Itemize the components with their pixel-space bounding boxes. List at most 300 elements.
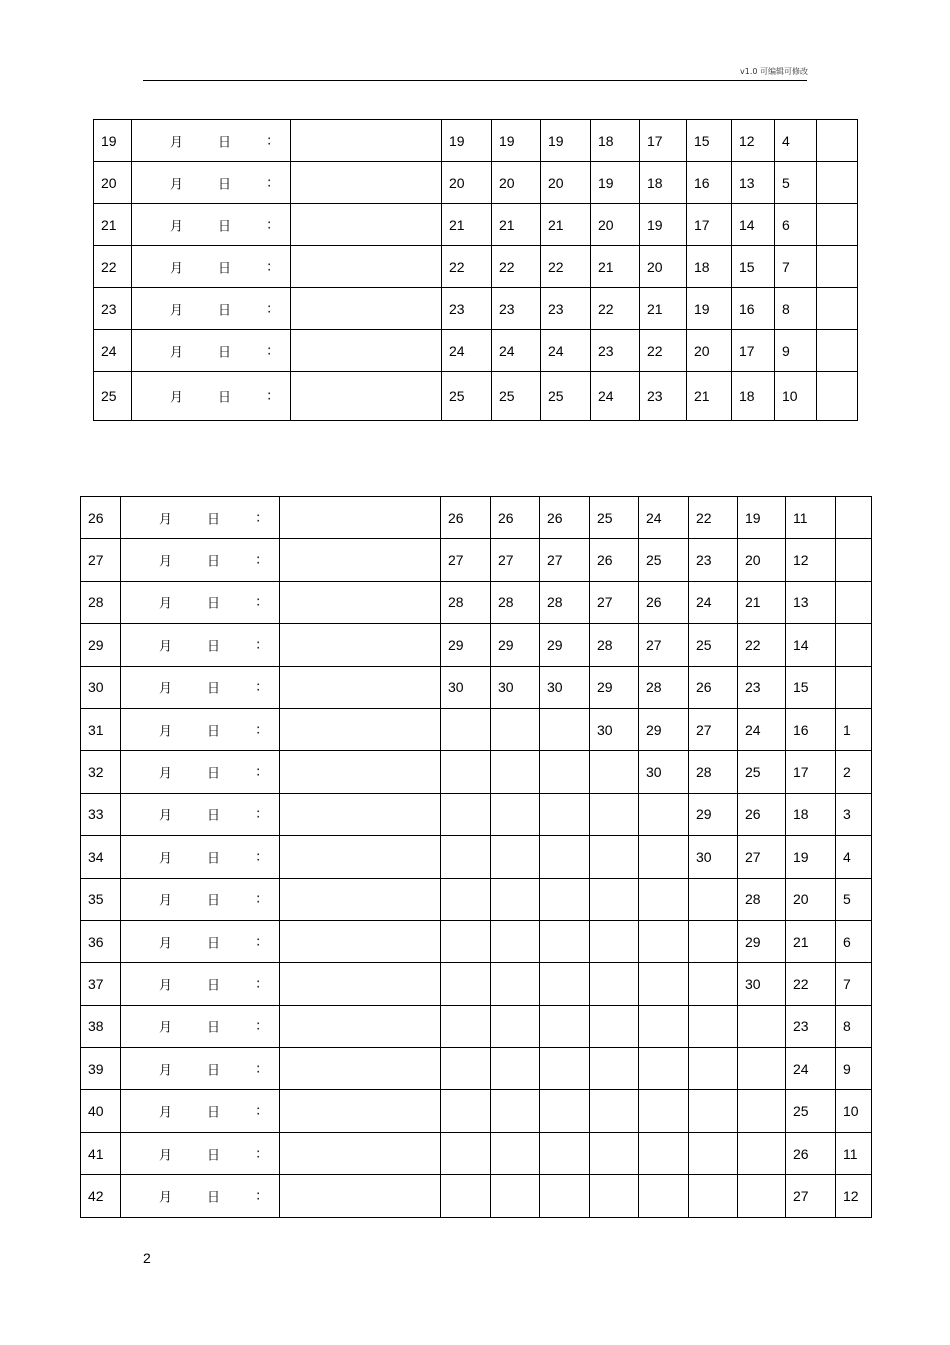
month-label: 月 (159, 596, 173, 612)
row-number-cell: 29 (81, 624, 121, 666)
month-label: 月 (159, 766, 173, 782)
value-cell (639, 1175, 689, 1217)
value-cell (689, 1132, 738, 1174)
entry-cell (280, 1005, 441, 1047)
row-number-cell: 28 (81, 581, 121, 623)
table-row (81, 793, 872, 835)
value-cell: 22 (591, 288, 640, 330)
date-cell (121, 581, 280, 623)
entry-cell (280, 708, 441, 750)
value-cell (689, 1175, 738, 1217)
month-label: 月 (159, 893, 173, 909)
value-cell: 26 (491, 497, 540, 539)
value-cell (639, 1048, 689, 1090)
header-rule (143, 80, 807, 81)
table-row (81, 1005, 872, 1047)
value-cell (817, 330, 858, 372)
table-row (94, 330, 858, 372)
value-cell: 26 (786, 1132, 836, 1174)
entry-cell (280, 539, 441, 581)
value-cell (590, 836, 639, 878)
value-cell (817, 204, 858, 246)
value-cell: 12 (836, 1175, 872, 1217)
entry-cell (291, 162, 442, 204)
day-label: 日 (207, 512, 221, 528)
table-row (81, 1090, 872, 1132)
value-cell: 25 (738, 751, 786, 793)
table-row (81, 1048, 872, 1090)
value-cell (689, 920, 738, 962)
value-cell (491, 836, 540, 878)
value-cell: 17 (786, 751, 836, 793)
row-number-cell: 23 (94, 288, 132, 330)
value-cell: 30 (441, 666, 491, 708)
value-cell: 11 (836, 1132, 872, 1174)
value-cell (738, 1175, 786, 1217)
entry-cell (280, 878, 441, 920)
value-cell (491, 751, 540, 793)
value-cell: 23 (541, 288, 591, 330)
value-cell: 25 (590, 497, 639, 539)
table-row (81, 539, 872, 581)
value-cell (540, 1132, 590, 1174)
value-cell: 22 (640, 330, 687, 372)
row-number-cell: 36 (81, 920, 121, 962)
month-label: 月 (159, 936, 173, 952)
entry-cell (280, 751, 441, 793)
value-cell: 7 (836, 963, 872, 1005)
value-cell: 20 (492, 162, 541, 204)
value-cell: 28 (738, 878, 786, 920)
value-cell: 4 (836, 836, 872, 878)
day-label: 日 (207, 1105, 221, 1121)
row-number-cell: 25 (94, 372, 132, 421)
colon-label: : (256, 1146, 261, 1162)
value-cell (491, 1048, 540, 1090)
value-cell: 5 (775, 162, 817, 204)
row-number-cell: 40 (81, 1090, 121, 1132)
value-cell (836, 666, 872, 708)
value-cell (817, 120, 858, 162)
value-cell (817, 288, 858, 330)
value-cell: 9 (836, 1048, 872, 1090)
value-cell: 23 (640, 372, 687, 421)
value-cell: 6 (836, 920, 872, 962)
value-cell (441, 920, 491, 962)
value-cell (738, 1048, 786, 1090)
entry-cell (280, 624, 441, 666)
value-cell: 9 (775, 330, 817, 372)
value-cell (836, 497, 872, 539)
month-label: 月 (170, 261, 184, 276)
table-row (94, 246, 858, 288)
value-cell (689, 878, 738, 920)
date-cell (121, 963, 280, 1005)
value-cell (590, 963, 639, 1005)
header-version-text: v1.0 可编辑可修改 (740, 67, 808, 76)
value-cell: 22 (442, 246, 492, 288)
month-label: 月 (159, 724, 173, 740)
value-cell: 23 (689, 539, 738, 581)
entry-cell (291, 204, 442, 246)
table-row (81, 878, 872, 920)
month-label: 月 (170, 345, 184, 360)
value-cell: 17 (732, 330, 775, 372)
table-row (81, 708, 872, 750)
entry-cell (280, 1090, 441, 1132)
value-cell (540, 708, 590, 750)
row-number-cell: 27 (81, 539, 121, 581)
value-cell (441, 1005, 491, 1047)
value-cell (639, 920, 689, 962)
date-cell (132, 372, 291, 421)
value-cell: 14 (732, 204, 775, 246)
value-cell: 25 (786, 1090, 836, 1132)
value-cell: 23 (786, 1005, 836, 1047)
value-cell: 14 (786, 624, 836, 666)
value-cell: 19 (786, 836, 836, 878)
value-cell: 22 (492, 246, 541, 288)
value-cell: 24 (786, 1048, 836, 1090)
colon-label: : (267, 301, 272, 316)
colon-label: : (256, 1103, 261, 1119)
colon-label: : (267, 217, 272, 232)
value-cell (639, 1005, 689, 1047)
value-cell: 22 (786, 963, 836, 1005)
value-cell: 23 (492, 288, 541, 330)
value-cell: 7 (775, 246, 817, 288)
value-cell (590, 751, 639, 793)
colon-label: : (267, 175, 272, 190)
month-label: 月 (159, 1148, 173, 1164)
month-label: 月 (170, 135, 184, 150)
month-label: 月 (170, 219, 184, 234)
day-label: 日 (207, 639, 221, 655)
value-cell: 29 (590, 666, 639, 708)
value-cell (590, 1175, 639, 1217)
value-cell: 12 (732, 120, 775, 162)
value-cell: 30 (540, 666, 590, 708)
date-cell (121, 836, 280, 878)
value-cell: 19 (541, 120, 591, 162)
value-cell: 28 (689, 751, 738, 793)
value-cell: 26 (441, 497, 491, 539)
row-number-cell: 41 (81, 1132, 121, 1174)
colon-label: : (267, 133, 272, 148)
value-cell: 19 (492, 120, 541, 162)
entry-cell (280, 1132, 441, 1174)
value-cell: 27 (540, 539, 590, 581)
value-cell (639, 836, 689, 878)
value-cell: 28 (639, 666, 689, 708)
day-label: 日 (207, 596, 221, 612)
value-cell: 15 (786, 666, 836, 708)
day-label: 日 (207, 851, 221, 867)
colon-label: : (256, 1018, 261, 1034)
value-cell: 27 (590, 581, 639, 623)
colon-label: : (256, 679, 261, 695)
row-number-cell: 21 (94, 204, 132, 246)
row-number-cell: 34 (81, 836, 121, 878)
value-cell: 21 (492, 204, 541, 246)
month-label: 月 (159, 1020, 173, 1036)
value-cell: 22 (738, 624, 786, 666)
row-number-cell: 19 (94, 120, 132, 162)
colon-label: : (256, 891, 261, 907)
date-cell (121, 751, 280, 793)
value-cell (441, 793, 491, 835)
value-cell (738, 1005, 786, 1047)
day-label: 日 (218, 135, 232, 150)
day-label: 日 (207, 766, 221, 782)
value-cell (639, 793, 689, 835)
colon-label: : (256, 594, 261, 610)
value-cell (639, 963, 689, 1005)
value-cell: 26 (689, 666, 738, 708)
value-cell: 19 (640, 204, 687, 246)
value-cell: 8 (775, 288, 817, 330)
month-label: 月 (159, 639, 173, 655)
value-cell: 21 (541, 204, 591, 246)
value-cell: 18 (732, 372, 775, 421)
value-cell: 27 (786, 1175, 836, 1217)
colon-label: : (256, 637, 261, 653)
value-cell (540, 878, 590, 920)
value-cell (540, 1048, 590, 1090)
entry-cell (291, 372, 442, 421)
month-label: 月 (159, 978, 173, 994)
value-cell: 15 (687, 120, 732, 162)
schedule-table-top (93, 119, 858, 421)
value-cell: 20 (640, 246, 687, 288)
row-number-cell: 39 (81, 1048, 121, 1090)
value-cell: 12 (786, 539, 836, 581)
value-cell: 24 (738, 708, 786, 750)
value-cell (491, 963, 540, 1005)
table-row (81, 581, 872, 623)
value-cell: 23 (738, 666, 786, 708)
value-cell (639, 1090, 689, 1132)
value-cell (540, 920, 590, 962)
value-cell: 21 (442, 204, 492, 246)
value-cell: 25 (541, 372, 591, 421)
value-cell (738, 1132, 786, 1174)
colon-label: : (256, 1061, 261, 1077)
value-cell (738, 1090, 786, 1132)
entry-cell (280, 793, 441, 835)
value-cell (540, 793, 590, 835)
value-cell: 16 (786, 708, 836, 750)
value-cell: 20 (687, 330, 732, 372)
value-cell (491, 878, 540, 920)
value-cell (441, 751, 491, 793)
day-label: 日 (207, 554, 221, 570)
value-cell (491, 1132, 540, 1174)
row-number-cell: 42 (81, 1175, 121, 1217)
value-cell: 13 (732, 162, 775, 204)
table-row (81, 624, 872, 666)
value-cell: 27 (738, 836, 786, 878)
value-cell: 24 (492, 330, 541, 372)
value-cell: 27 (441, 539, 491, 581)
value-cell: 21 (786, 920, 836, 962)
value-cell: 24 (639, 497, 689, 539)
table-row (81, 836, 872, 878)
value-cell: 24 (541, 330, 591, 372)
value-cell (689, 963, 738, 1005)
date-cell (121, 666, 280, 708)
value-cell: 4 (775, 120, 817, 162)
table-row (81, 751, 872, 793)
value-cell: 26 (590, 539, 639, 581)
value-cell: 26 (540, 497, 590, 539)
value-cell: 20 (541, 162, 591, 204)
date-cell (132, 330, 291, 372)
date-cell (121, 1132, 280, 1174)
value-cell: 3 (836, 793, 872, 835)
value-cell: 18 (687, 246, 732, 288)
day-label: 日 (218, 303, 232, 318)
colon-label: : (256, 764, 261, 780)
colon-label: : (256, 849, 261, 865)
value-cell (817, 246, 858, 288)
value-cell: 30 (738, 963, 786, 1005)
value-cell: 24 (442, 330, 492, 372)
value-cell: 28 (540, 581, 590, 623)
date-cell (121, 539, 280, 581)
value-cell: 17 (640, 120, 687, 162)
entry-cell (280, 1175, 441, 1217)
table-row (81, 1132, 872, 1174)
value-cell: 11 (786, 497, 836, 539)
row-number-cell: 30 (81, 666, 121, 708)
month-label: 月 (159, 1190, 173, 1206)
entry-cell (280, 963, 441, 1005)
value-cell: 28 (441, 581, 491, 623)
value-cell: 25 (639, 539, 689, 581)
day-label: 日 (218, 177, 232, 192)
colon-label: : (267, 388, 272, 404)
day-label: 日 (207, 808, 221, 824)
value-cell (689, 1048, 738, 1090)
entry-cell (291, 330, 442, 372)
row-number-cell: 33 (81, 793, 121, 835)
date-cell (121, 1090, 280, 1132)
value-cell: 26 (639, 581, 689, 623)
month-label: 月 (170, 177, 184, 192)
value-cell (491, 1090, 540, 1132)
day-label: 日 (207, 978, 221, 994)
value-cell (590, 920, 639, 962)
value-cell (491, 1175, 540, 1217)
value-cell (441, 878, 491, 920)
date-cell (121, 624, 280, 666)
value-cell (540, 751, 590, 793)
value-cell: 30 (639, 751, 689, 793)
value-cell: 18 (640, 162, 687, 204)
value-cell (590, 1090, 639, 1132)
colon-label: : (256, 806, 261, 822)
month-label: 月 (159, 1063, 173, 1079)
value-cell (689, 1005, 738, 1047)
value-cell: 21 (591, 246, 640, 288)
entry-cell (280, 581, 441, 623)
value-cell: 29 (441, 624, 491, 666)
entry-cell (280, 1048, 441, 1090)
row-number-cell: 22 (94, 246, 132, 288)
value-cell: 27 (689, 708, 738, 750)
table-row (81, 920, 872, 962)
table-row (81, 666, 872, 708)
row-number-cell: 31 (81, 708, 121, 750)
day-label: 日 (218, 219, 232, 234)
value-cell (441, 1132, 491, 1174)
row-number-cell: 37 (81, 963, 121, 1005)
month-label: 月 (170, 303, 184, 318)
table-row (94, 288, 858, 330)
value-cell: 19 (687, 288, 732, 330)
date-cell (121, 878, 280, 920)
month-label: 月 (159, 512, 173, 528)
value-cell (491, 1005, 540, 1047)
entry-cell (291, 120, 442, 162)
value-cell (441, 963, 491, 1005)
table-row (94, 120, 858, 162)
value-cell: 21 (640, 288, 687, 330)
row-number-cell: 35 (81, 878, 121, 920)
entry-cell (280, 920, 441, 962)
value-cell (836, 581, 872, 623)
month-label: 月 (159, 681, 173, 697)
value-cell: 1 (836, 708, 872, 750)
entry-cell (280, 836, 441, 878)
day-label: 日 (207, 724, 221, 740)
value-cell: 27 (639, 624, 689, 666)
value-cell: 21 (687, 372, 732, 421)
day-label: 日 (207, 936, 221, 952)
value-cell (540, 836, 590, 878)
colon-label: : (256, 976, 261, 992)
row-number-cell: 32 (81, 751, 121, 793)
row-number-cell: 38 (81, 1005, 121, 1047)
value-cell (590, 1048, 639, 1090)
value-cell: 25 (492, 372, 541, 421)
date-cell (121, 1175, 280, 1217)
value-cell: 21 (738, 581, 786, 623)
schedule-table-bottom (80, 496, 872, 1218)
table-row (94, 162, 858, 204)
value-cell (836, 539, 872, 581)
value-cell: 5 (836, 878, 872, 920)
value-cell (817, 372, 858, 421)
value-cell: 18 (786, 793, 836, 835)
day-label: 日 (207, 893, 221, 909)
value-cell: 23 (591, 330, 640, 372)
date-cell (132, 246, 291, 288)
row-number-cell: 24 (94, 330, 132, 372)
value-cell (639, 878, 689, 920)
value-cell (441, 836, 491, 878)
value-cell: 24 (689, 581, 738, 623)
colon-label: : (256, 552, 261, 568)
value-cell (817, 162, 858, 204)
value-cell: 28 (590, 624, 639, 666)
page-number: 2 (143, 1250, 151, 1266)
table-row (81, 963, 872, 1005)
value-cell: 24 (591, 372, 640, 421)
day-label: 日 (207, 681, 221, 697)
value-cell (491, 793, 540, 835)
